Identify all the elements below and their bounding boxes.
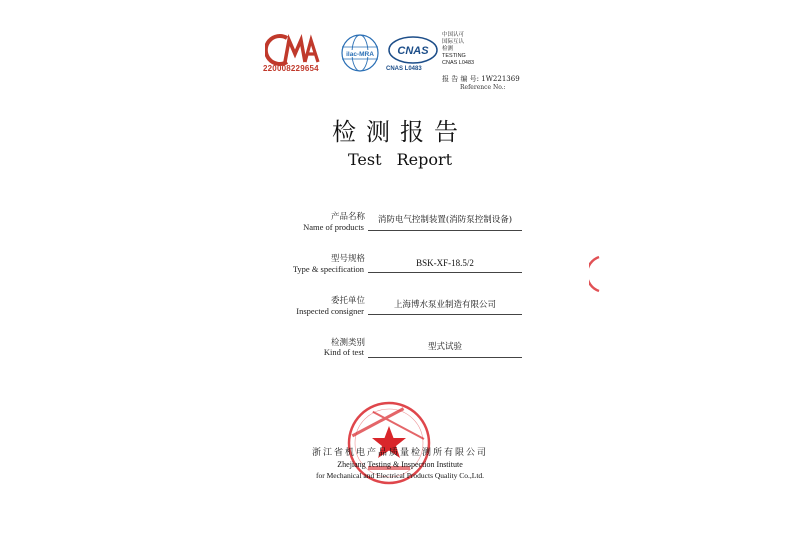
field-underline: [368, 357, 522, 358]
report-number: [442, 74, 520, 84]
field-label-en: Type & specification: [292, 264, 364, 274]
cert-line: 国际互认: [442, 39, 465, 45]
svg-text:ilac-MRA: ilac-MRA: [346, 51, 374, 58]
institute-name-en-line2: for Mechanical and Electrical Products Quality Co.,Ltd.: [315, 471, 485, 480]
cnas-id: CNAS L0483: [386, 66, 422, 72]
field-label-cn: 产品名称: [330, 212, 365, 222]
reference-label: Reference No.:: [460, 84, 506, 91]
cert-line: 检测: [442, 46, 454, 52]
cert-line: 中国认可: [442, 32, 465, 38]
field-value: 型式试验: [427, 342, 462, 352]
title-chinese: 检测报告: [332, 118, 468, 146]
svg-text:CNAS: CNAS: [397, 45, 429, 57]
report-number-value: 1W221369: [481, 75, 520, 83]
field-underline: [368, 272, 522, 273]
field-label-cn: 委托单位: [330, 296, 365, 306]
cma-number: 220008229654: [263, 64, 319, 73]
ilac-mra-logo: [340, 33, 380, 73]
institute-name-en-line1: Zhejiang Testing & Inspection Institute: [337, 460, 463, 469]
cert-line: CNAS L0483: [442, 60, 475, 66]
field-value: BSK-XF-18.5/2: [416, 258, 474, 268]
field-label-en: Kind of test: [323, 347, 364, 357]
field-value: 上海博水泵业制造有限公司: [393, 300, 496, 310]
cnas-logo: [388, 36, 438, 64]
cert-line: TESTING: [442, 53, 466, 59]
field-label-en: Inspected consigner: [296, 306, 364, 316]
field-underline: [368, 314, 522, 315]
institute-name-cn: 浙江省机电产品质量检测所有限公司: [311, 448, 488, 458]
title-english: Test Report: [347, 150, 453, 169]
edge-seal-fragment: [589, 255, 603, 293]
accreditation-text: [442, 32, 474, 67]
field-label-cn: 型号规格: [330, 254, 365, 264]
field-underline: [368, 230, 522, 231]
field-label-en: Name of products: [303, 222, 364, 232]
field-value: 消防电气控制装置(消防泵控制设备): [377, 215, 513, 225]
field-label-cn: 检测类别: [330, 338, 365, 348]
report-number-label: 报 告 编 号:: [442, 75, 480, 83]
